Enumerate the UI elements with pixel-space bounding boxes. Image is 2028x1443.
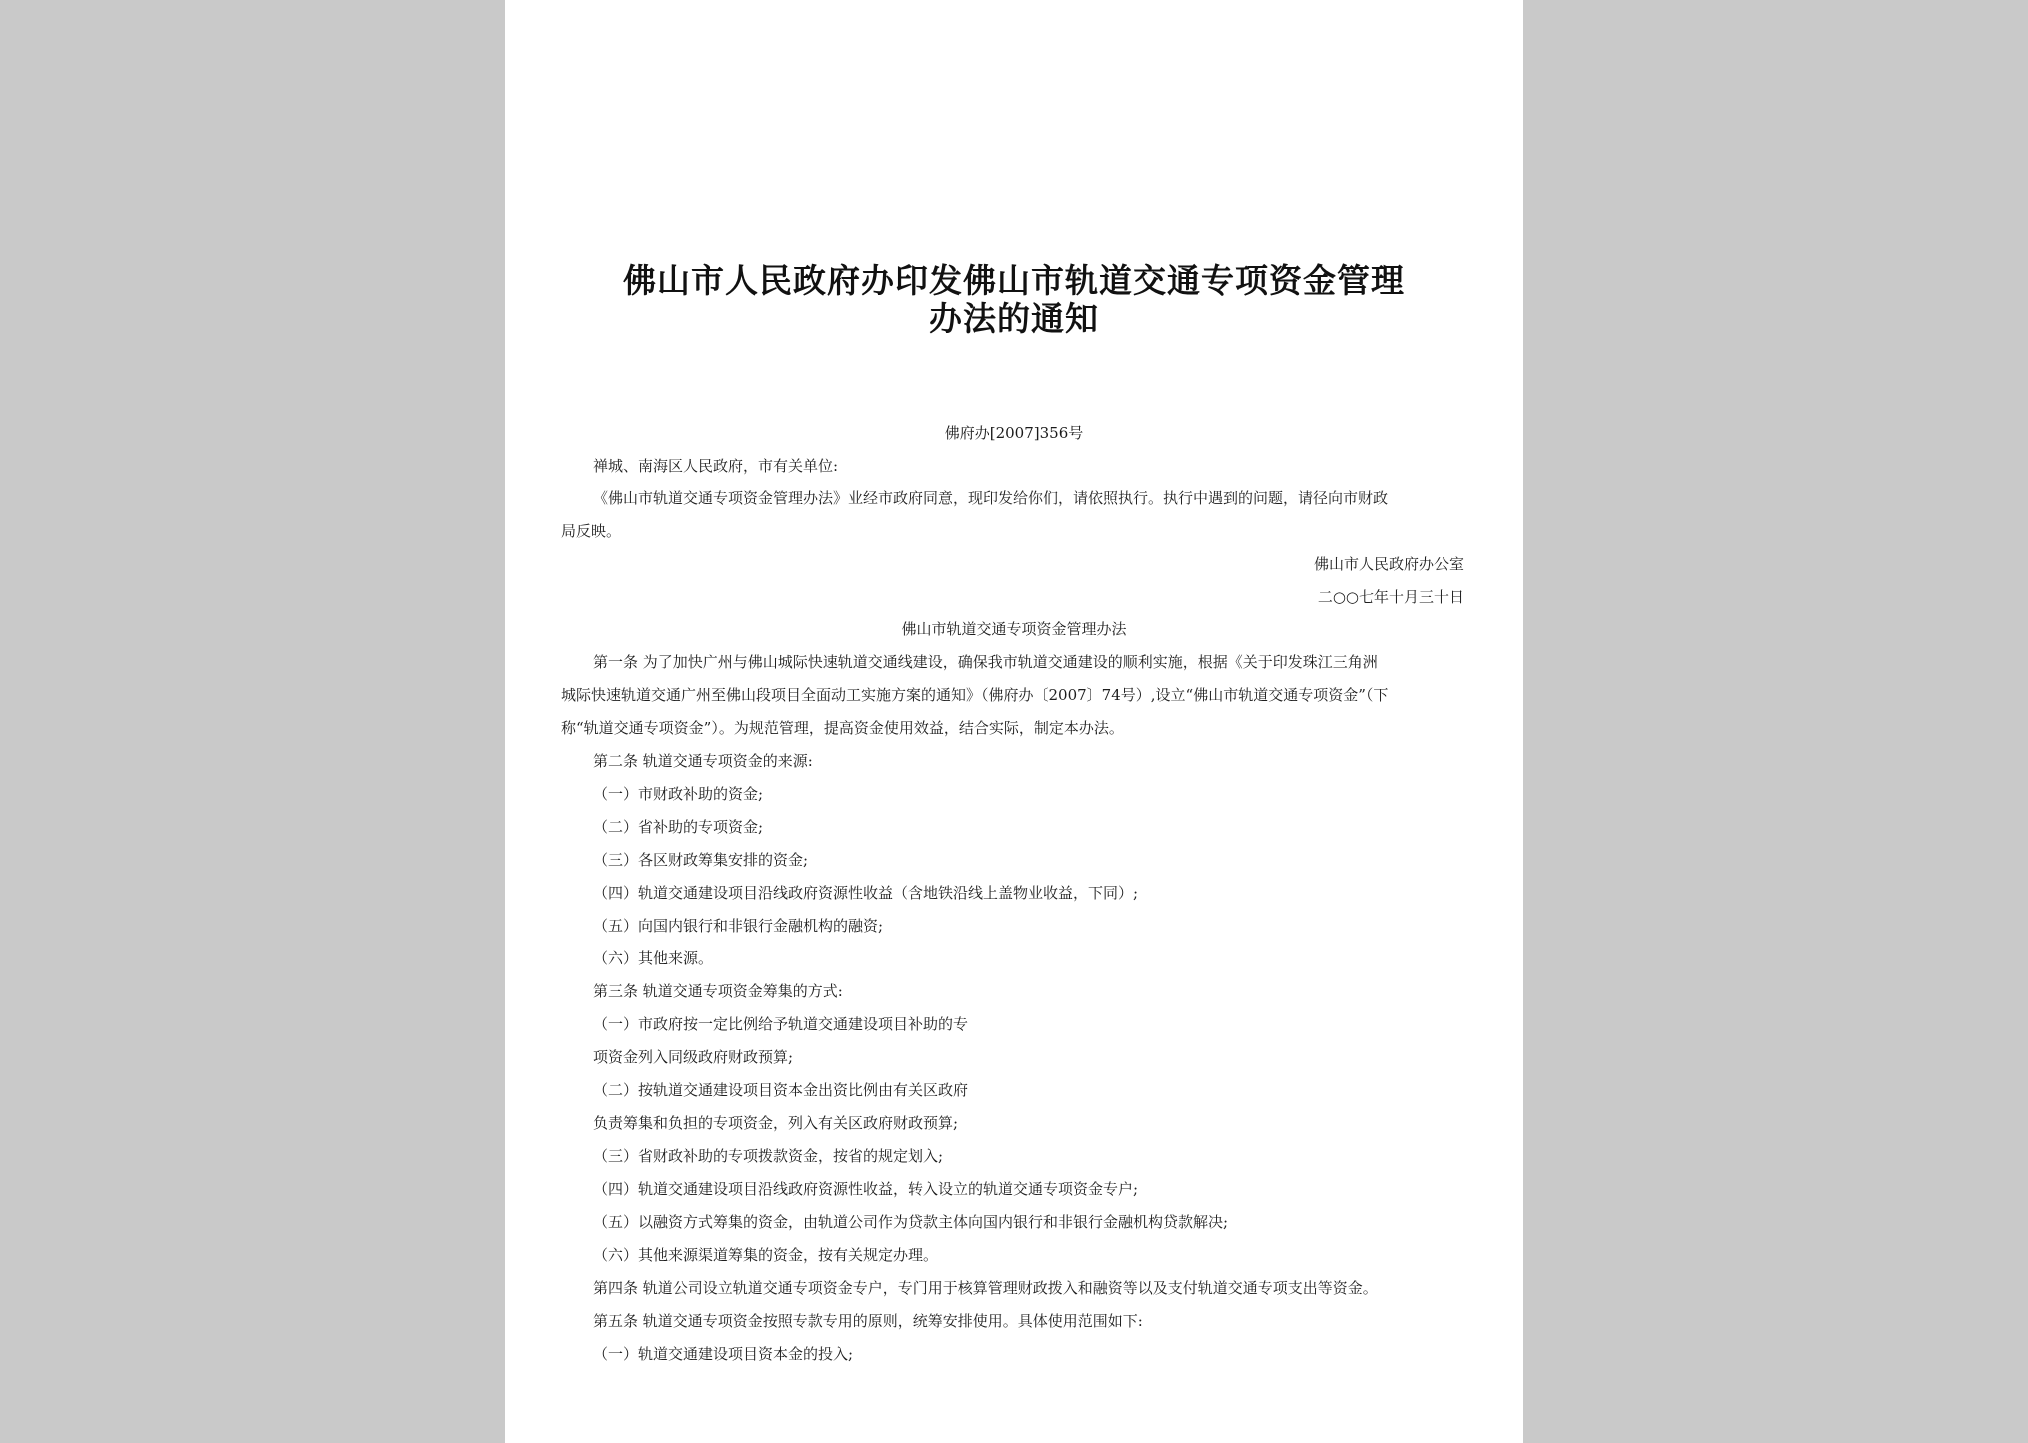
document-title xyxy=(565,262,1463,338)
body-line: （一）市财政补助的资金; xyxy=(593,785,764,803)
body-line: （五）向国内银行和非银行金融机构的融资; xyxy=(593,917,884,935)
body-line: 第一条 为了加快广州与佛山城际快速轨道交通线建设，确保我市轨道交通建设的顺利实施，根据《关于印发珠江三角洲 xyxy=(593,653,1378,671)
body-line: 第五条 轨道交通专项资金按照专款专用的原则，统筹安排使用。具体使用范围如下: xyxy=(593,1312,1143,1330)
body-line: （一）轨道交通建设项目资本金的投入; xyxy=(593,1345,854,1363)
body-line: （六）其他来源渠道筹集的资金，按有关规定办理。 xyxy=(593,1246,939,1264)
addressee: 禅城、南海区人民政府，市有关单位: xyxy=(593,457,839,475)
intro-line-1: 《佛山市轨道交通专项资金管理办法》业经市政府同意，现印发给你们，请依照执行。执行中遇到的问题，请径向市财政 xyxy=(593,489,1389,507)
body-line: 负责筹集和负担的专项资金，列入有关区政府财政预算; xyxy=(593,1114,959,1132)
body-line: （四）轨道交通建设项目沿线政府资源性收益，转入设立的轨道交通专项资金专户; xyxy=(593,1180,1139,1198)
body-line: （三）省财政补助的专项拨款资金，按省的规定划入; xyxy=(593,1147,944,1165)
document-page xyxy=(505,0,1523,1443)
body-line: （二）省补助的专项资金; xyxy=(593,818,764,836)
issue-date: 二○○七年十月三十日 xyxy=(1317,588,1464,606)
body-line: （一）市政府按一定比例给予轨道交通建设项目补助的专 xyxy=(593,1015,969,1033)
body-line: 称“轨道交通专项资金”）。为规范管理，提高资金使用效益，结合实际，制定本办法。 xyxy=(561,719,1124,737)
body-line: 城际快速轨道交通广州至佛山段项目全面动工实施方案的通知》（佛府办〔2007〕74号）,设立“佛山市轨道交通专项资金”（下 xyxy=(561,686,1389,704)
title-line-2: 办法的通知 xyxy=(929,299,1099,338)
body-line: （四）轨道交通建设项目沿线政府资源性收益（含地铁沿线上盖物业收益，下同）; xyxy=(593,884,1139,902)
body-line: （六）其他来源。 xyxy=(593,949,714,967)
body-line: （二）按轨道交通建设项目资本金出资比例由有关区政府 xyxy=(593,1081,969,1099)
body-line: （三）各区财政筹集安排的资金; xyxy=(593,851,809,869)
body-line: 项资金列入同级政府财政预算; xyxy=(593,1048,794,1066)
intro-line-2: 局反映。 xyxy=(561,522,622,540)
body-line: （五）以融资方式筹集的资金，由轨道公司作为贷款主体向国内银行和非银行金融机构贷款解决; xyxy=(593,1213,1229,1231)
measures-title: 佛山市轨道交通专项资金管理办法 xyxy=(901,620,1127,638)
body-line: 第四条 轨道公司设立轨道交通专项资金专户，专门用于核算管理财政拨入和融资等以及支付轨道交通专项支出等资金。 xyxy=(593,1279,1378,1297)
title-line-1: 佛山市人民政府办印发佛山市轨道交通专项资金管理 xyxy=(623,261,1405,300)
body-line: 第三条 轨道交通专项资金筹集的方式: xyxy=(593,982,843,1000)
document-number: 佛府办[2007]356号 xyxy=(944,424,1084,442)
issuer: 佛山市人民政府办公室 xyxy=(1313,555,1464,573)
body-line: 第二条 轨道交通专项资金的来源: xyxy=(593,752,813,770)
